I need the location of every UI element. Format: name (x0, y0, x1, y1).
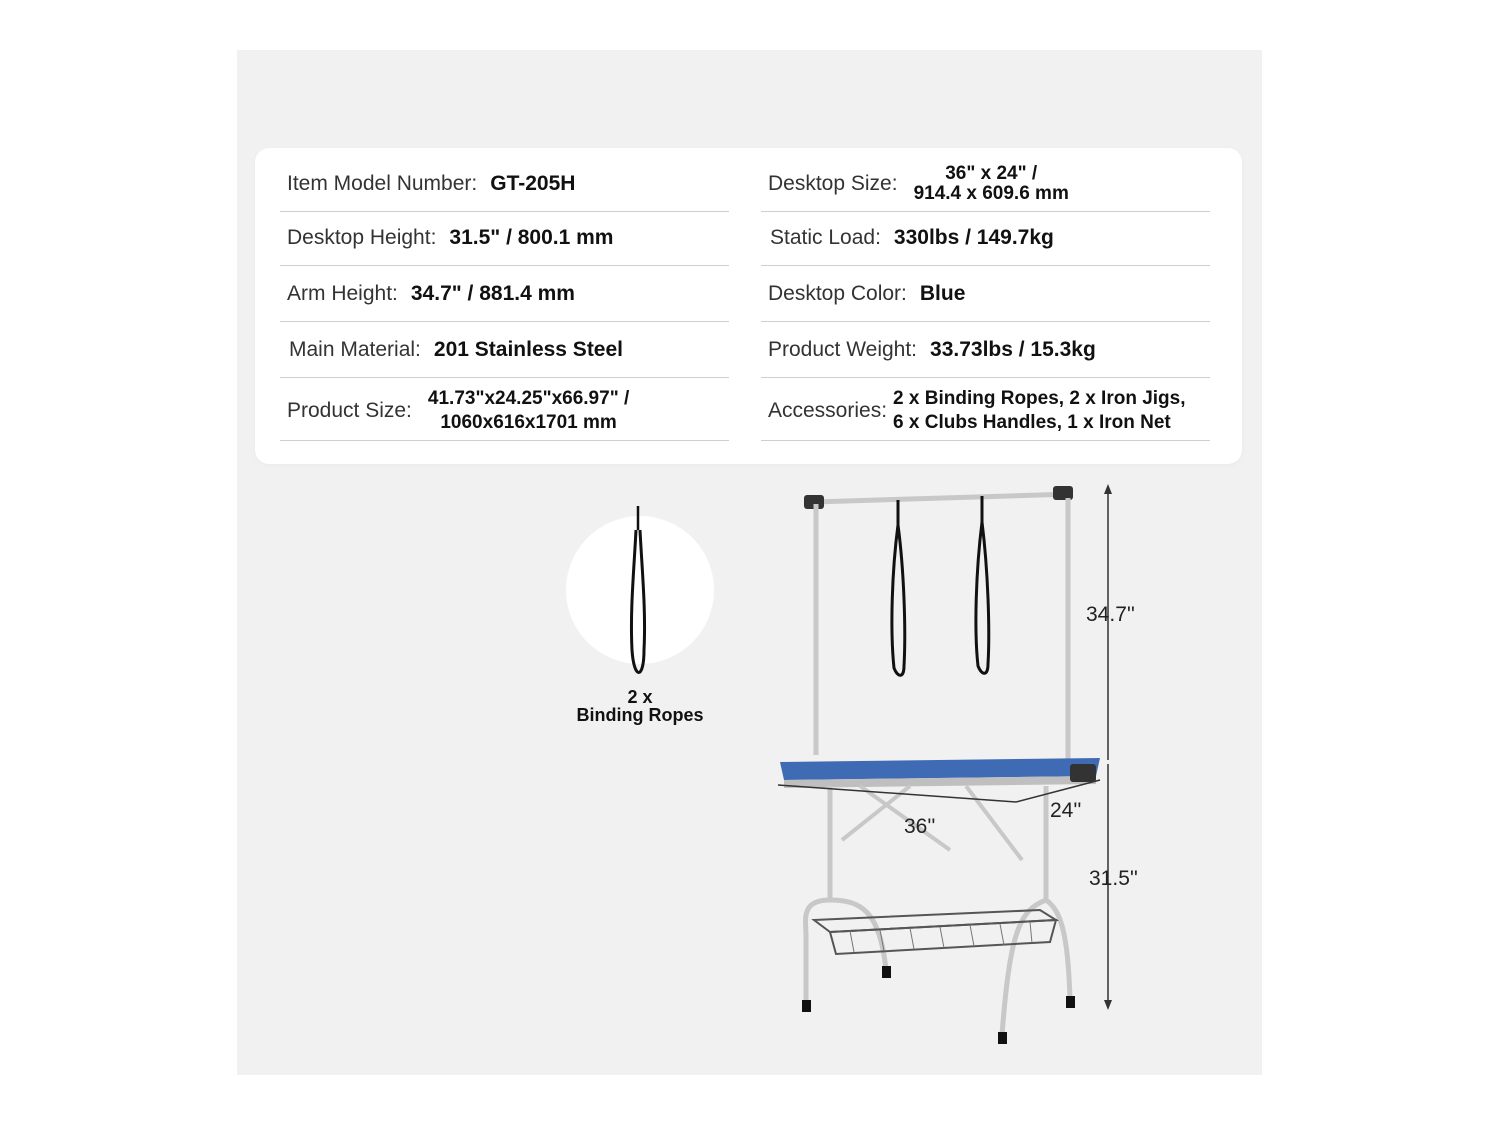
overhead-bar (814, 494, 1072, 502)
bar-clamp-right-icon (1053, 486, 1073, 500)
dimension-label-depth: 24'' (1050, 799, 1082, 822)
spec-label: Desktop Size: (768, 171, 898, 195)
spec-row-arm-height (280, 266, 729, 322)
dimension-line-width (778, 785, 1016, 802)
leg-foot (1066, 996, 1075, 1008)
spec-row-desktop-color (761, 266, 1210, 322)
spec-label: Accessories: (768, 399, 888, 422)
spec-value-line: 41.73"x24.25"x66.97" / (427, 388, 630, 409)
spec-value-line: 36" x 24" / (945, 162, 1038, 184)
spec-value: Blue (919, 281, 966, 305)
spec-label: Product Size: (287, 399, 412, 422)
accessory-caption-name: Binding Ropes (576, 705, 704, 725)
binding-rope-illustration (560, 500, 720, 685)
dimension-label-width: 36'' (904, 815, 936, 838)
spec-label: Product Weight: (768, 337, 918, 361)
spec-value: 33.73lbs / 15.3kg (930, 337, 1096, 361)
spec-label: Desktop Color: (768, 281, 907, 305)
table-leg (830, 900, 886, 970)
spec-value (893, 387, 1185, 435)
spec-row-model (280, 156, 729, 212)
spec-value (428, 387, 629, 435)
spec-label: Item Model Number: (287, 171, 478, 195)
spec-value-line: 6 x Clubs Handles, 1 x Iron Net (893, 412, 1171, 433)
spec-value: 201 Stainless Steel (433, 337, 624, 361)
spec-label: Static Load: (770, 225, 881, 249)
spec-row-product-weight (761, 322, 1210, 378)
leg-brace (966, 786, 1022, 860)
dimension-label-desk-height: 31.5'' (1089, 867, 1138, 890)
spec-value-line: 2 x Binding Ropes, 2 x Iron Jigs, (893, 388, 1186, 409)
spec-value-line: 914.4 x 609.6 mm (913, 182, 1069, 204)
spec-row-accessories (761, 382, 1210, 441)
dimension-label-arm-height: 34.7'' (1086, 603, 1135, 626)
arrow-icon (1104, 484, 1112, 494)
spec-value (914, 164, 1069, 204)
spec-label: Main Material: (289, 337, 421, 361)
accessory-caption (560, 688, 720, 724)
hanging-rope-icon (892, 500, 905, 675)
leg-foot (882, 966, 891, 978)
spec-value: GT-205H (490, 171, 576, 195)
spec-row-static-load (761, 210, 1210, 266)
accessory-caption-count: 2 x (627, 687, 653, 707)
spec-value: 330lbs / 149.7kg (893, 225, 1054, 249)
spec-value-line: 1060x616x1701 mm (440, 412, 617, 433)
hanging-rope-icon (976, 496, 989, 673)
leg-foot (802, 1000, 811, 1012)
table-leg (806, 900, 830, 1005)
spec-value: 34.7" / 881.4 mm (410, 281, 575, 305)
spec-label: Arm Height: (287, 281, 398, 305)
spec-row-desktop-height (280, 210, 729, 266)
spec-label: Desktop Height: (287, 225, 437, 249)
spec-row-main-material (280, 322, 729, 378)
arrow-icon (1104, 1000, 1112, 1010)
spec-row-desktop-size (761, 156, 1210, 212)
grooming-table-illustration (770, 480, 1160, 1050)
leg-foot (998, 1032, 1007, 1044)
table-clamp-icon (1070, 764, 1096, 782)
spec-value: 31.5" / 800.1 mm (449, 225, 614, 249)
spec-row-product-size (280, 382, 729, 441)
